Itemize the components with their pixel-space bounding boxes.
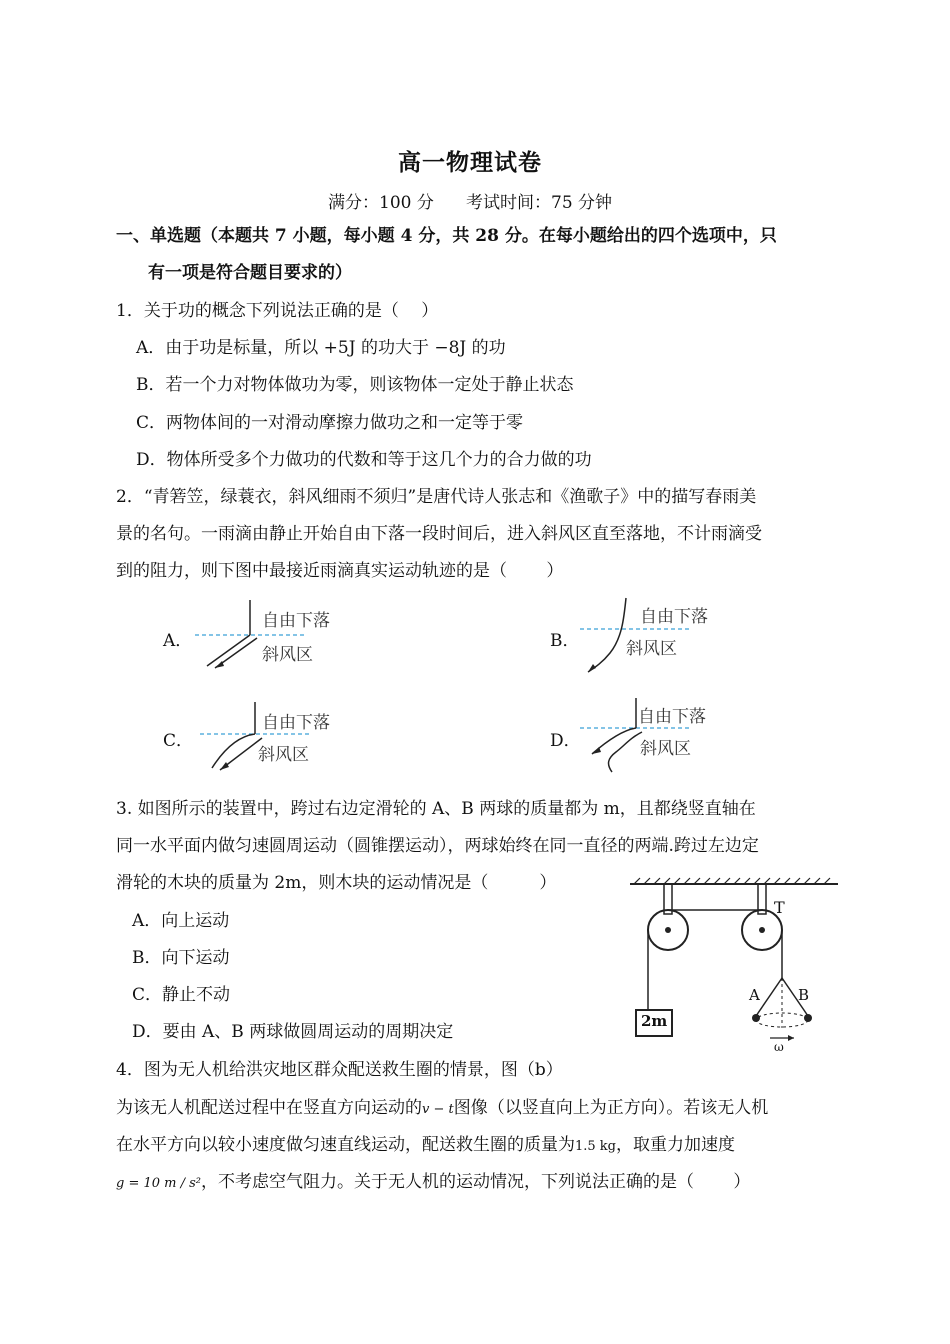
q3-stem-line2: 同一水平面内做匀速圆周运动（圆锥摆运动），两球始终在同一直径的两端.跨过左边定: [116, 836, 759, 856]
q4-stem-line2-a: 为该无人机配送过程中在竖直方向运动的: [116, 1098, 422, 1118]
section-heading-line2: 有一项是符合题目要求的）: [148, 263, 352, 283]
q2-fig-a-free-fall-label: 自由下落: [262, 611, 330, 631]
section-heading-line1: 一、单选题（本题共 7 小题，每小题 4 分，共 28 分。在每小题给出的四个选项中，只: [116, 226, 777, 246]
q3-fig-omega-label: ω: [774, 1040, 784, 1054]
q2-stem-line3: 到的阻力，则下图中最接近雨滴真实运动轨迹的是（ ）: [116, 561, 564, 581]
q2-fig-d-wind-label: 斜风区: [640, 739, 691, 759]
q3-pulley-diagram: [628, 878, 840, 1060]
q4-stem-line3-b: ，取重力加速度: [616, 1135, 736, 1155]
q2-fig-d-free-fall-label: 自由下落: [638, 707, 706, 727]
q4-vt-math: v − t: [422, 1102, 454, 1117]
q2-stem-line1: 2．“青箬笠，绿蓑衣，斜风细雨不须归”是唐代诗人张志和《渔歌子》中的描写春雨美: [116, 487, 757, 507]
q2-fig-b-wind-label: 斜风区: [626, 639, 677, 659]
q4-stem-line3-a: 在水平方向以较小速度做匀速直线运动，配送救生圈的质量为: [116, 1135, 575, 1155]
q2-fig-c-free-fall-label: 自由下落: [262, 713, 330, 733]
q3-option-d: D．要由 A、B 两球做圆周运动的周期决定: [132, 1022, 454, 1042]
q1-option-b: B．若一个力对物体做功为零，则该物体一定处于静止状态: [136, 375, 574, 395]
time-info: 考试时间：75 分钟: [466, 193, 613, 213]
q4-stem-line2: [116, 1093, 768, 1118]
q3-fig-label-t: T: [774, 898, 785, 917]
q1-option-c: C．两物体间的一对滑动摩擦力做功之和一定等于零: [136, 413, 524, 433]
q2-fig-c-wind-label: 斜风区: [258, 745, 309, 765]
score-info: 满分：100 分: [328, 193, 434, 213]
q4-mass-math: 1.5 kg: [575, 1139, 617, 1154]
q2-fig-b-letter: B．: [550, 631, 580, 651]
q4-stem-line4: [116, 1167, 750, 1192]
q2-stem-line2: 景的名句。一雨滴由静止开始自由下落一段时间后，进入斜风区直至落地，不计雨滴受: [116, 524, 762, 544]
q2-fig-d-letter: D．: [550, 731, 581, 751]
q3-option-b: B．向下运动: [132, 948, 230, 968]
q4-stem-line2-b: 图像（以竖直向上为正方向）。若该无人机: [453, 1098, 769, 1118]
q3-fig-block-label: 2m: [641, 1012, 668, 1030]
q3-stem-line1: 3. 如图所示的装置中，跨过右边定滑轮的 A、B 两球的质量都为 m，且都绕竖直轴在: [116, 799, 756, 819]
q3-stem-line3: 滑轮的木块的质量为 2m，则木块的运动情况是（ ）: [116, 873, 557, 893]
q2-fig-c-letter: C．: [163, 731, 194, 751]
q3-fig-label-a: A: [749, 986, 760, 1004]
q4-stem-line1: 4．图为无人机给洪灾地区群众配送救生圈的情景，图（b）: [116, 1060, 563, 1080]
q4-stem-line4-b: ，不考虑空气阻力。关于无人机的运动情况，下列说法正确的是（ ）: [201, 1172, 751, 1192]
q4-gravity-math: g = 10 m / s²: [116, 1176, 202, 1191]
q1-stem: 1．关于功的概念下列说法正确的是（ ）: [116, 301, 439, 321]
q4-stem-line3: [116, 1130, 735, 1155]
page-title: 高一物理试卷: [398, 149, 542, 176]
q3-option-c: C．静止不动: [132, 985, 231, 1005]
q2-fig-a-wind-label: 斜风区: [262, 645, 313, 665]
q1-option-a: A．由于功是标量，所以 +5J 的功大于 −8J 的功: [136, 338, 506, 358]
q1-option-d: D．物体所受多个力做功的代数和等于这几个力的合力做的功: [136, 450, 592, 470]
q3-option-a: A．向上运动: [132, 911, 230, 931]
q2-fig-b-free-fall-label: 自由下落: [640, 607, 708, 627]
q3-fig-label-b: B: [798, 986, 810, 1004]
q2-fig-a-letter: A．: [163, 631, 193, 651]
